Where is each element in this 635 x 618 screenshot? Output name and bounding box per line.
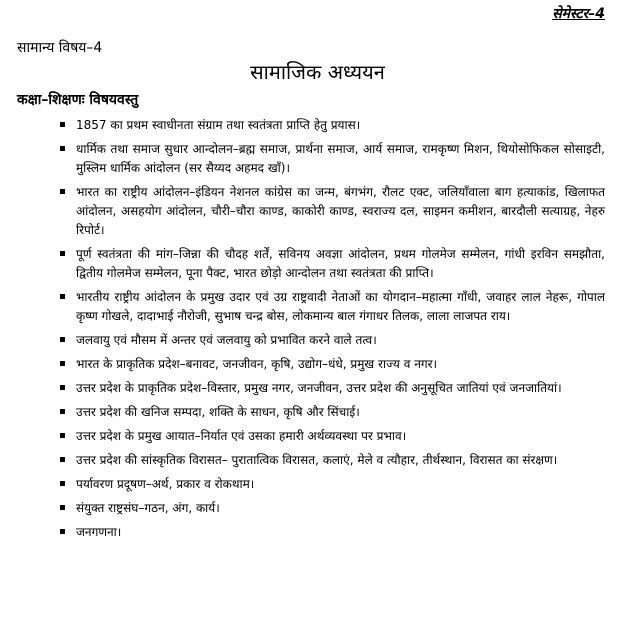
content-list: [60, 116, 605, 547]
list-item-text: भारत के प्राकृतिक प्रदेश–बनावट, जनजीवन, कृषि, उद्योग–धंधे, प्रमुख राज्य व नगर।: [76, 357, 438, 371]
bullet-icon: [60, 481, 65, 486]
list-item: [60, 245, 605, 283]
list-item-text: पूर्ण स्वतंत्रता की मांग–जिन्ना की चौदह शर्तें, सविनय अवज्ञा आंदोलन, प्रथम गोलमेज सम्मेलन, गांधी इरविन समझौता, द्वितीय गोलमेज सम्मेलन, पूना पैक्ट, भारत छोड़ो आन्दोलन तथा स्वतंत्रता की प्राप्ति।: [76, 247, 605, 280]
bullet-icon: [60, 146, 65, 151]
bullet-icon: [60, 409, 65, 414]
bullet-icon: [60, 457, 65, 462]
list-item-text: जनगणना।: [76, 525, 122, 539]
subject-label: सामान्य विषय–4: [17, 40, 103, 56]
list-item-text: 1857 का प्रथम स्वाधीनता संग्राम तथा स्वतंत्रता प्राप्ति हेतु प्रयास।: [76, 118, 361, 132]
semester-label: सेमेस्टर–4: [552, 6, 605, 22]
list-item: [60, 451, 605, 470]
list-item: [60, 288, 605, 326]
list-item-text: जलवायु एवं मौसम में अन्तर एवं जलवायु को प्रभावित करने वाले तत्व।: [76, 333, 377, 347]
bullet-icon: [60, 433, 65, 438]
list-item-text: उत्तर प्रदेश के प्रमुख आयात–निर्यात एवं उसका हमारी अर्थव्यवस्था पर प्रभाव।: [76, 429, 407, 443]
list-item-text: भारतीय राष्ट्रीय आंदोलन के प्रमुख उदार एवं उग्र राष्ट्रवादी नेताओं का योगदान–महात्मा गाँधी, जवाहर लाल नेहरू, गोपाल कृष्ण गोखले, दादाभाई नौरोजी, सुभाष चन्द्र बोस, लोकमान्य बाल गंगाधर तिलक, लाला लाजपत राय।: [76, 290, 605, 323]
bullet-icon: [60, 385, 65, 390]
list-item-text: उत्तर प्रदेश के प्राकृतिक प्रदेश–विस्तार, प्रमुख नगर, जनजीवन, उत्तर प्रदेश की अनुसूचित जातियां एवं जनजातियां।: [76, 381, 562, 395]
bullet-icon: [60, 189, 65, 194]
list-item: [60, 331, 605, 350]
bullet-icon: [60, 529, 65, 534]
bullet-icon: [60, 251, 65, 256]
section-heading: कक्षा–शिक्षणः विषयवस्तु: [17, 92, 139, 108]
list-item: [60, 403, 605, 422]
list-item-text: उत्तर प्रदेश की खनिज सम्पदा, शक्ति के साधन, कृषि और सिंचाई।: [76, 405, 360, 419]
list-item-text: संयुक्त राष्ट्रसंघ–गठन, अंग, कार्य।: [76, 501, 220, 515]
list-item: [60, 355, 605, 374]
bullet-icon: [60, 505, 65, 510]
list-item: [60, 140, 605, 178]
page-title: सामाजिक अध्ययन: [250, 60, 385, 84]
list-item-text: भारत का राष्ट्रीय आंदोलन–इंडियन नेशनल कांग्रेस का जन्म, बंगभंग, रौलट एक्ट, जलियाँवाला बाग हत्याकांड, खिलाफत आंदोलन, असहयोग आंदोलन, चौरी–चौरा काण्ड, काकोरी काण्ड, स्वराज्य दल, साइमन कमीशन, बारदौली सत्याग्रह, नेहरु रिपोर्ट।: [76, 185, 605, 237]
bullet-icon: [60, 361, 65, 366]
list-item-text: धार्मिक तथा समाज सुधार आन्दोलन–ब्रह्म समाज, प्रार्थना समाज, आर्य समाज, रामकृष्ण मिशन, थियोसोफिकल सोसाइटी, मुस्लिम धार्मिक आंदोलन (सर सैय्यद अहमद खाँ)।: [76, 142, 605, 175]
list-item-text: पर्यावरण प्रदूषण–अर्थ, प्रकार व रोकथाम।: [76, 477, 255, 491]
list-item: [60, 183, 605, 240]
bullet-icon: [60, 337, 65, 342]
list-item: [60, 475, 605, 494]
list-item: [60, 499, 605, 518]
bullet-icon: [60, 294, 65, 299]
list-item: [60, 523, 605, 542]
bullet-icon: [60, 122, 65, 127]
list-item: [60, 116, 605, 135]
list-item-text: उत्तर प्रदेश की सांस्कृतिक विरासत– पुरातात्विक विरासत, कलाएं, मेले व त्यौहार, तीर्थस्थान, विरासत का संरक्षण।: [76, 453, 558, 467]
list-item: [60, 379, 605, 398]
list-item: [60, 427, 605, 446]
